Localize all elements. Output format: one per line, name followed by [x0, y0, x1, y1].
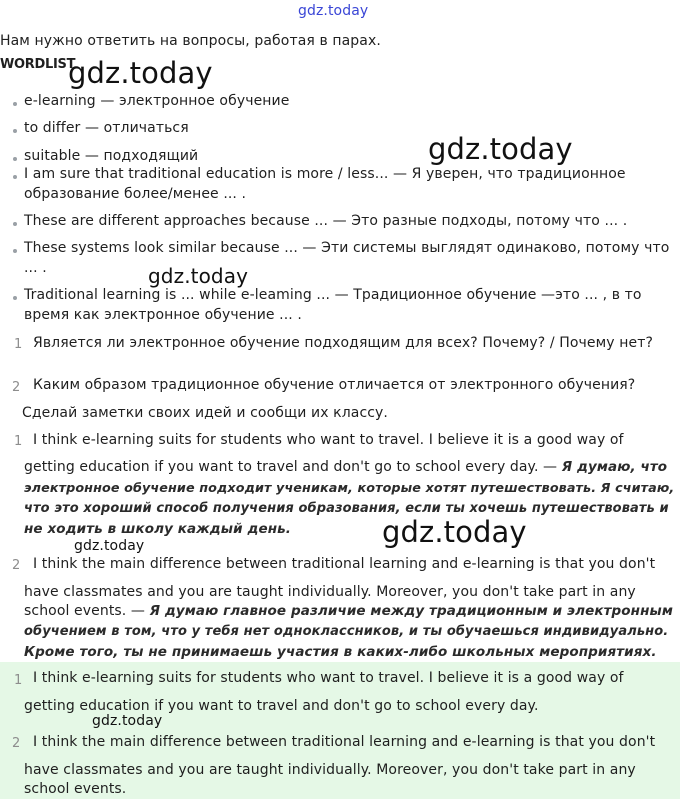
answer-translation: Я думаю главное различие между традиционным и электронным [149, 603, 673, 619]
wordlist-item: suitable — подходящий [24, 148, 199, 164]
watermark-2: gdz.today [428, 132, 573, 166]
bullet-icon [13, 175, 17, 179]
instruction-text: Сделай заметки своих идей и сообщи их классу. [22, 405, 388, 421]
green-answer-text: I think e-learning suits for students who want to travel. I believe it is a good way of [33, 670, 624, 686]
green-answer-number: 1 [14, 673, 23, 688]
wordlist-item-cont: образование более/менее ... . [24, 186, 247, 202]
answer-text-cont: have classmates and you are taught individually. Moreover, you don't take part in any [24, 584, 636, 600]
answer-translation: Я думаю, что [561, 459, 668, 475]
watermark-5: gdz.today [74, 538, 145, 554]
wordlist-item: Traditional learning is ... while e-leaming ... — Традиционное обучение —это ... , в то [24, 287, 642, 303]
bullet-icon [13, 222, 17, 226]
bullet-icon [13, 129, 17, 133]
wordlist-title: WORDLIST [0, 57, 76, 72]
bullet-icon [13, 249, 17, 253]
answer-text: I think the main difference between traditional learning and e-learning is that you don't [33, 556, 656, 572]
wordlist-item: e-learning — электронное обучение [24, 93, 290, 109]
bullet-icon [13, 296, 17, 300]
green-answer-text-cont: getting education if you want to travel and don't go to school every day. [24, 698, 539, 714]
wordlist-item: to differ — отличаться [24, 120, 189, 136]
answer-text-cont [24, 459, 667, 475]
watermark-1: gdz.today [68, 56, 213, 90]
bullet-icon [13, 102, 17, 106]
answer-plain: getting education if you want to travel and don't go to school every day. — [24, 459, 562, 475]
watermark-6: gdz.today [92, 713, 163, 729]
wordlist-item-cont: время как электронное обучение ... . [24, 307, 302, 323]
answer-translation: что это хороший способ получения образования, если ты хочешь путешествовать и [24, 501, 669, 516]
wordlist-item: I am sure that traditional education is more / less... — Я уверен, что традиционное [24, 166, 626, 182]
intro-text: Нам нужно ответить на вопросы, работая в парах. [0, 33, 381, 49]
answer-translation: не ходить в школу каждый день. [24, 521, 292, 537]
green-answer-text-cont: school events. [24, 781, 127, 797]
question-text: Является ли электронное обучение подходящим для всех? Почему? / Почему нет? [33, 335, 653, 351]
wordlist-item: These systems look similar because ... — Эти системы выглядят одинаково, потому что [24, 240, 670, 256]
green-answer-text: I think the main difference between traditional learning and e-learning is that you don't [33, 734, 656, 750]
green-answer-text-cont: have classmates and you are taught individually. Moreover, you don't take part in any [24, 762, 636, 778]
answer-translation: электронное обучение подходит ученикам, которые хотят путешествовать. Я считаю, [24, 481, 675, 496]
answer-text-cont [24, 603, 673, 619]
wordlist-item-cont: ... . [24, 260, 47, 276]
answer-text: I think e-learning suits for students who want to travel. I believe it is a good way of [33, 432, 624, 448]
question-number: 1 [14, 337, 23, 352]
watermark-top: gdz.today [298, 3, 369, 19]
question-number: 2 [12, 380, 21, 395]
bullet-icon [13, 157, 17, 161]
answer-plain: school events. — [24, 603, 150, 619]
watermark-3: gdz.today [148, 264, 249, 288]
answer-translation: обучением в том, что у тебя нет одноклассников, и ты обучаешься индивидуально. [24, 624, 669, 639]
answer-number: 1 [14, 434, 23, 449]
answer-translation: Кроме того, ты не принимаешь участия в каких-либо школьных мероприятиях. [24, 644, 657, 660]
answer-number: 2 [12, 558, 21, 573]
green-answer-number: 2 [12, 736, 21, 751]
question-text: Каким образом традиционное обучение отличается от электронного обучения? [33, 377, 636, 393]
wordlist-item: These are different approaches because ... — Это разные подходы, потому что ... . [24, 213, 628, 229]
watermark-4: gdz.today [382, 515, 527, 549]
